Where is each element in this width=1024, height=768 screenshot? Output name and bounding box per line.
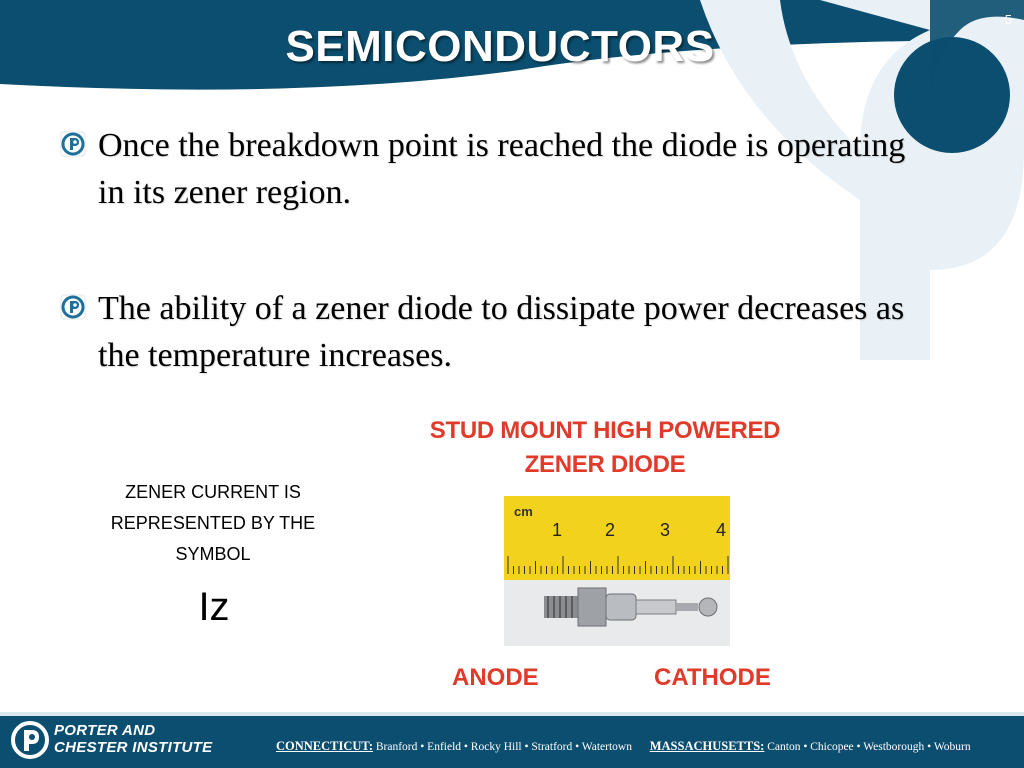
pc-logo-icon: [60, 131, 86, 157]
ruler-number: 3: [660, 520, 671, 540]
ruler-number: 2: [605, 520, 616, 540]
ruler: [504, 496, 730, 580]
bullet-item: [58, 285, 918, 379]
slide-number: 5: [1004, 12, 1012, 27]
bullet-item: [58, 122, 918, 216]
cathode-label: CATHODE: [654, 664, 771, 691]
ruler-unit: cm: [514, 504, 533, 519]
ruler-number: 1: [552, 520, 563, 540]
massachusetts-towns: Canton • Chicopee • Westborough • Woburn: [767, 741, 971, 753]
porter-chester-logo-icon: [10, 720, 50, 760]
state-connecticut: CONNECTICUT:: [276, 739, 373, 753]
campus-locations: [276, 739, 971, 754]
pc-logo-icon: [60, 294, 86, 320]
state-massachusetts: MASSACHUSETTS:: [649, 739, 765, 753]
institute-name: [54, 722, 212, 756]
bullet-text: Once the breakdown point is reached the diode is operating in its zener region.: [98, 127, 906, 211]
footer: [0, 716, 1024, 768]
diode-photo: [504, 496, 730, 646]
bullet-list: [58, 122, 918, 379]
connecticut-towns: Branford • Enfield • Rocky Hill • Stratford • Watertown: [375, 741, 632, 753]
current-symbol: Iz: [198, 585, 230, 629]
slide-title: SEMICONDUCTORS: [285, 22, 715, 71]
image-heading: [405, 414, 805, 482]
institute-name-line2: CHESTER INSTITUTE: [54, 739, 213, 756]
bullet-text: The ability of a zener diode to dissipate power decreases as the temperature increases.: [98, 290, 905, 374]
image-heading-line2: ZENER DIODE: [524, 451, 686, 478]
institute-name-line1: PORTER AND: [54, 722, 156, 739]
ruler-number: 4: [716, 520, 727, 540]
anode-label: ANODE: [452, 664, 539, 691]
symbol-caption: ZENER CURRENT IS REPRESENTED BY THE SYMBOL: [110, 482, 316, 564]
image-heading-line1: STUD MOUNT HIGH POWERED: [429, 417, 781, 444]
